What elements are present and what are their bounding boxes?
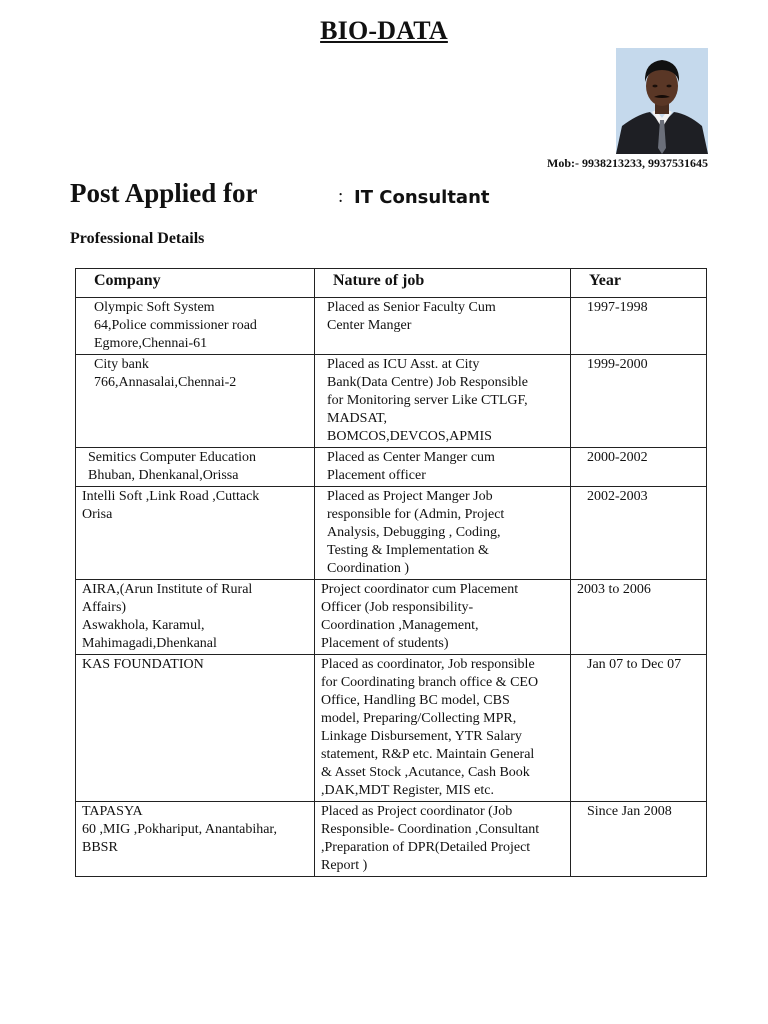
job-line: Placed as Project coordinator (Job <box>321 804 513 819</box>
job-cell <box>315 298 571 355</box>
company-line: KAS FOUNDATION <box>82 657 204 672</box>
job-line: Placement of students) <box>321 636 449 651</box>
table-row <box>76 487 707 580</box>
job-line: & Asset Stock ,Acutance, Cash Book <box>321 765 530 780</box>
table-row <box>76 355 707 448</box>
job-line: Testing & Implementation & <box>327 543 489 558</box>
year-cell: 1997-1998 <box>571 298 707 355</box>
company-line: Mahimagadi,Dhenkanal <box>82 636 217 651</box>
job-line: Placed as Center Manger cum <box>327 450 495 465</box>
table-header-row <box>76 269 707 298</box>
page-title: BIO-DATA <box>320 16 448 45</box>
mobile-numbers: Mob:- 9938213233, 9937531645 <box>547 156 708 170</box>
job-line: Center Manger <box>327 318 412 333</box>
company-line: City bank <box>94 357 149 372</box>
company-cell <box>76 355 315 448</box>
job-line: Analysis, Debugging , Coding, <box>327 525 501 540</box>
table-row <box>76 298 707 355</box>
company-cell <box>76 298 315 355</box>
job-cell <box>315 802 571 877</box>
job-line: Coordination ) <box>327 561 410 576</box>
year-cell: Jan 07 to Dec 07 <box>571 655 707 802</box>
company-line: 766,Annasalai,Chennai-2 <box>94 375 237 390</box>
job-line: ,DAK,MDT Register, MIS etc. <box>321 783 494 798</box>
job-line: Report ) <box>321 858 368 873</box>
company-line: 60 ,MIG ,Pokhariput, Anantabihar, <box>82 822 278 837</box>
post-applied-label: Post Applied for <box>70 178 258 208</box>
job-line: ,Preparation of DPR(Detailed Project <box>321 840 531 855</box>
company-cell <box>76 655 315 802</box>
job-line: responsible for (Admin, Project <box>327 507 505 522</box>
job-line: Officer (Job responsibility- <box>321 600 474 615</box>
job-line: Placed as Senior Faculty Cum <box>327 300 496 315</box>
company-line: Semitics Computer Education <box>88 450 256 465</box>
header-year: Year <box>571 269 707 298</box>
job-line: Bank(Data Centre) Job Responsible <box>327 375 529 390</box>
job-line: Placement officer <box>327 468 426 483</box>
company-line: Olympic Soft System <box>94 300 215 315</box>
company-line: Affairs) <box>82 600 127 615</box>
year-cell: Since Jan 2008 <box>571 802 707 877</box>
job-line: Project coordinator cum Placement <box>321 582 519 597</box>
job-line: for Monitoring server Like CTLGF, <box>327 393 528 408</box>
table-row <box>76 802 707 877</box>
company-line: Intelli Soft ,Link Road ,Cuttack <box>82 489 260 504</box>
company-line: 64,Police commissioner road <box>94 318 257 333</box>
job-line: Placed as coordinator, Job responsible <box>321 657 535 672</box>
company-line: BBSR <box>82 840 118 855</box>
job-cell <box>315 580 571 655</box>
table-row <box>76 655 707 802</box>
company-cell <box>76 802 315 877</box>
post-colon: : <box>338 186 344 207</box>
post-applied-value: IT Consultant <box>354 187 490 208</box>
year-cell: 2002-2003 <box>571 487 707 580</box>
company-line: Egmore,Chennai-61 <box>94 336 208 351</box>
professional-details-table <box>75 268 707 877</box>
header-nature-of-job: Nature of job <box>315 269 571 298</box>
job-line: Placed as Project Manger Job <box>327 489 493 504</box>
job-line: Linkage Disbursement, YTR Salary <box>321 729 522 744</box>
company-line: AIRA,(Arun Institute of Rural <box>82 582 253 597</box>
job-line: Placed as ICU Asst. at City <box>327 357 480 372</box>
year-cell: 1999-2000 <box>571 355 707 448</box>
job-cell <box>315 487 571 580</box>
job-line: for Coordinating branch office & CEO <box>321 675 539 690</box>
job-cell <box>315 448 571 487</box>
table-row <box>76 448 707 487</box>
header-company: Company <box>76 269 315 298</box>
company-cell <box>76 487 315 580</box>
job-line: Coordination ,Management, <box>321 618 479 633</box>
company-cell <box>76 580 315 655</box>
job-cell <box>315 655 571 802</box>
company-line: Bhuban, Dhenkanal,Orissa <box>88 468 239 483</box>
job-line: statement, R&P etc. Maintain General <box>321 747 535 762</box>
company-line: Orisa <box>82 507 113 522</box>
job-line: Office, Handling BC model, CBS <box>321 693 510 708</box>
job-line: MADSAT, <box>327 411 388 426</box>
company-line: Aswakhola, Karamul, <box>82 618 205 633</box>
job-line: model, Preparing/Collecting MPR, <box>321 711 517 726</box>
job-line: Responsible- Coordination ,Consultant <box>321 822 540 837</box>
company-line: TAPASYA <box>82 804 143 819</box>
profile-photo <box>616 48 708 154</box>
job-line: BOMCOS,DEVCOS,APMIS <box>327 429 492 444</box>
year-cell: 2003 to 2006 <box>571 580 707 655</box>
section-title: Professional Details <box>70 230 205 247</box>
table-row <box>76 580 707 655</box>
company-cell <box>76 448 315 487</box>
job-cell <box>315 355 571 448</box>
year-cell: 2000-2002 <box>571 448 707 487</box>
